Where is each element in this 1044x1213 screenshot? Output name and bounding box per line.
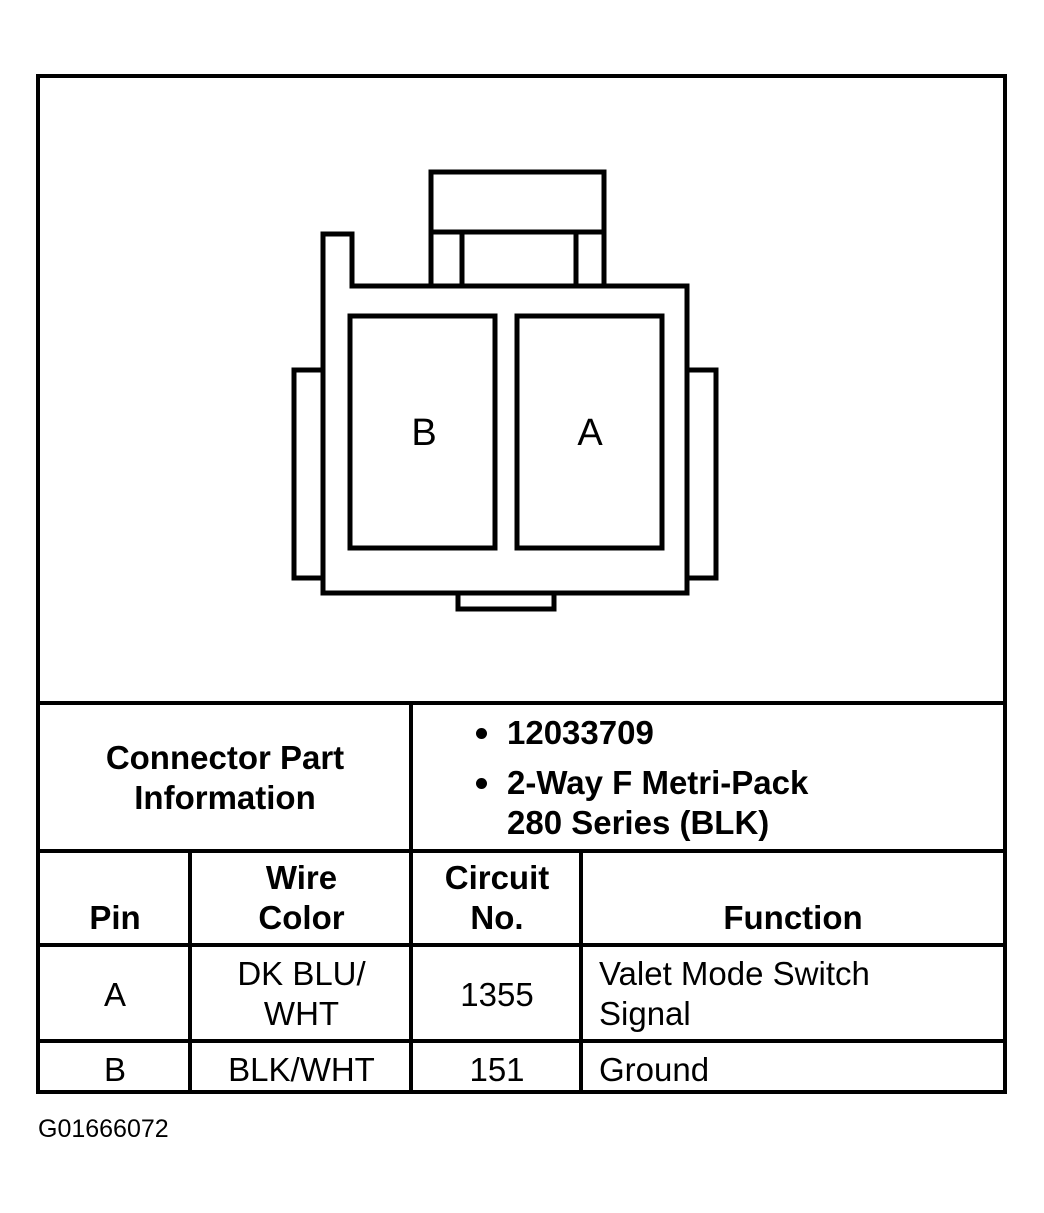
connector-type-line1: 2-Way F Metri-Pack bbox=[507, 764, 809, 801]
row-a-circuit: 1355 bbox=[460, 976, 534, 1013]
row-a-pin: A bbox=[103, 976, 126, 1013]
row-a-wire-color-line2: WHT bbox=[263, 995, 340, 1032]
cavity-label-a: A bbox=[577, 412, 603, 454]
connector-type-line2: 280 Series (BLK) bbox=[507, 804, 770, 841]
row-b-wire-color: BLK/WHT bbox=[228, 1051, 375, 1088]
header-wire-color-line1: Wire bbox=[265, 859, 338, 896]
bullet-icon bbox=[476, 778, 487, 789]
bullet-icon bbox=[476, 728, 487, 739]
part-info-label-line2: Information bbox=[134, 779, 316, 816]
connector-rib-left bbox=[294, 370, 323, 578]
row-b-function: Ground bbox=[599, 1051, 710, 1088]
connector-face bbox=[294, 172, 716, 609]
row-a-function-line2: Signal bbox=[599, 995, 691, 1032]
row-b-pin: B bbox=[103, 1051, 126, 1088]
header-function: Function bbox=[723, 899, 863, 936]
connector-rib-right bbox=[687, 370, 716, 578]
cavity-label-b: B bbox=[411, 412, 437, 454]
row-a-wire-color-line1: DK BLU/ bbox=[237, 955, 366, 992]
figure-id: G01666072 bbox=[38, 1115, 169, 1143]
header-circuit-line2: No. bbox=[470, 899, 524, 936]
part-info-label-line1: Connector Part bbox=[105, 739, 345, 776]
header-pin: Pin bbox=[89, 899, 141, 936]
part-number: 12033709 bbox=[507, 714, 654, 751]
connector-housing bbox=[323, 234, 687, 593]
header-wire-color-line2: Color bbox=[258, 899, 345, 936]
row-b-circuit: 151 bbox=[469, 1051, 525, 1088]
outer-frame bbox=[38, 76, 1005, 1092]
header-circuit-line1: Circuit bbox=[444, 859, 550, 896]
row-a-function-line1: Valet Mode Switch bbox=[599, 955, 870, 992]
